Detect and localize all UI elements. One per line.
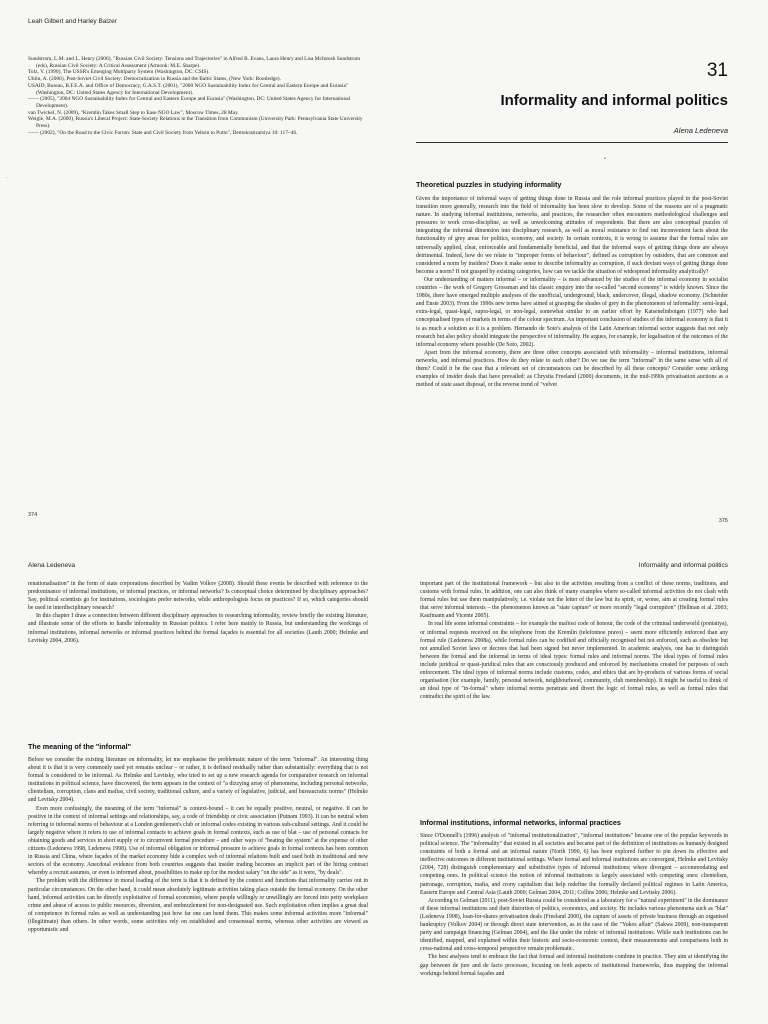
- chapter-author: Alena Ledeneva: [673, 126, 728, 135]
- paragraph: In this chapter I draw a connection between different disciplinary approaches to researching informality, review briefly the existing literature, and illustrate some of the efforts to handle informality in Russian politics. I refer here mainly to Russia, but understanding the workings of informal institutions, informal networks or informal practices behind the formal façades is essential for all societies (Lauth 2000; Helmke and Levitsky 2004, 2006).: [28, 613, 368, 644]
- paragraph: Apart from the informal economy, there are three other concepts associated with informality – informal institutions, informal networks, and informal practices. How do they relate to each other? Do we use the term "informal" in the same sense with all of them? Could it be the case that a relevant set of circumstances can be described by all these concepts? Consider some striking examples of insider deals that have prevailed: as Chrystia Freeland (2000) documents, in the mid-1990s privatisation auctions as a method of state asset disposal, or the reverse trend of "velvet: [416, 349, 728, 389]
- running-header: Alena Ledeneva: [28, 562, 75, 569]
- reference-entry: Tolz, V. (1990), The USSR's Emerging Multiparty System (Washington, DC: CSIS).: [28, 69, 210, 76]
- margin-mark: ·: [6, 176, 8, 181]
- paragraph: Our understanding of matters informal – or informality – is most advanced by the studies of the informal economy in socialist countries – the work of Gregory Grossman and his classic enquiry into the so-called "second economy" is widely known. Since the 1980s, there have emerged multiple analyses of the unofficial, underground, black, undercover, illegal, shadow economy. (Schneider and Enste 2003). From the 1990s new terms have aimed at grasping the shades of grey in the phenomenon of informality: semi-legal, extra-legal, quasi-legal, supra-legal, or non-legal, somewhat similar to an earlier effort by Katsenelinboigen (1977) who had conceptualised types of markets in terms of the colour spectrum. An important conclusion of studies of the informal economy is that it is as much a solution as it is a problem. Hernando de Soto's analysis of the Latin American informal sector suggests that not only research but also policy should integrate the perspective of informality. He argues, for example, for legalisation of the outcomes of the informal economy where possible (De Soto, 2002).: [416, 276, 728, 348]
- body-text: [420, 832, 728, 978]
- reference-entry: van Twickel, N. (2009), "Kremlin Takes Small Step to Ease NGO Law", Moscow Times, 28 May.: [28, 109, 239, 116]
- section-heading: The meaning of the "informal": [28, 742, 132, 751]
- page-377: [388, 528, 768, 1024]
- reference-entry: USAID, Bureau, B.F.E.A. and Office of Democracy, G.A.S.T. (2001), "2000 NGO Sustainability Index for Central and Eastern Europe and Eurasia" (Washington, DC: United States Agency for International Development).: [28, 82, 349, 96]
- paragraph: According to Gelman (2011), post-Soviet Russia could be considered as a laboratory for a "natural experiment" in the dominance of these informal institutions and their distortion of politics, economics, and society. He includes various phenomena such as "blat" (Ledeneva 1998), loan-for-shares privatisation deals (Freeland 2000), the capture of assets of private business through an organised bankruptcy (Volkov 2004) or through direct state intervention, as in the case of the "Yukos affair" (Sakwa 2009), non-transparent party and campaign financing (Gelman 2004), and the like under the rubric of informal institutions. While such institutions can be identified, mapped, and explained within their historic and socio-economic context, their measurements and comparisons both in cross-national and cross-temporal perspective remain problematic.: [420, 897, 728, 953]
- paragraph: renationalisation" in the form of state corporations described by Vadim Volkov (2008). Should these events be described with reference to the predominance of informal institutions, or informal practices, or informal networks? Is conceptual choice determined by disciplinary approaches? Say, political scientists go for institutions, sociologists prefer networks, while anthropologists focus on practices? If so, which categories should be used in interdisciplinary research?: [28, 581, 368, 612]
- paragraph: The best analyses tend to embrace the fact that formal and informal institutions combine in practice. They aim at identifying the gap between de jure and de facto processes, focusing on both aspects of institutional frameworks, thus mapping the informal workings behind formal façades and: [420, 954, 728, 977]
- paragraph: Given the importance of informal ways of getting things done in Russia and the role informal practices played in the post-Soviet transition more generally, research into the field of informality has been slow to develop. Some of the reasons are of a pragmatic nature. In studying informal institutions, networks, and practices, the researcher often encounters methodological challenges and pressures to work cross-discipline, as well as unwelcoming attitudes of respondents. But there are also conceptual puzzles of integrating the informal dimension into disciplinary research, as well as moral resistance to find out inconvenient facts about the functionality of grey areas for politics, economy, and society. In certain contexts, it is wrong to assume that the formal rules are universally applied, clear, enforceable and fundamentally beneficial, and that the informal ways of getting things done are always detrimental. Indeed, how do we relate to "improper forms of behaviour", defined as corruption by outsiders, that are common and considered a norm by insiders? Does it make sense to describe informality as corruption, if such deviant ways of getting things done become a norm? If not grasped by existing categories, how can we tackle the situation of widespread informality analytically?: [416, 196, 728, 275]
- section-heading: Theoretical puzzles in studying informality: [416, 180, 562, 189]
- paragraph: important part of the institutional framework – but also to the activities resulting from a conflict of these norms, traditions, and customs with formal rules. In addition, one can also think of many examples where so-called informal activities do not clash with formal rules but use them manipulatively, i.e. violate not the letter of the law but its spirit, or, worse, aim at creating formal rules that serve informal interests – the phenomenon known as "state capture" or more recently "legal corruption" (Hellman et al. 2003; Kaufmann and Vicente 2005).: [420, 581, 728, 620]
- reference-entry: Weigle, M.A. (2000), Russia's Liberal Project: State-Society Relations in the Transition from Communism (University Park: Pennsylvania State University Press).: [28, 116, 363, 130]
- body-text: [416, 195, 728, 389]
- paragraph: In real life some informal constraints – for example the mafiosi code of honour, the code of the criminal underworld (poniatiya), or informal requests received on the telephone from the Kremlin (telefonnoe pravo) – seem more efficiently enforced than any formal rule (Ledeneva 2008a), while formal rules can be codified and officially recognised but not enforced, such as obsolete but not annulled Soviet laws or decrees that had been signed but never implemented. In academic analysis, one has to distinguish between the formal and the informal in terms of ideal types: formal rules and informal norms. The ideal types of formal rules include juridical or quasi-juridical rules that are consciously produced and enforced by mechanisms created for purposes of such enforcement. The ideal types of informal norms include customs, codes, and ethics that are by-products of various forms of social organisation (for example, family, personal network, neighbourhood, community, club membership). It might be useful to think of an ideal type of "in-formal" where informal norms penetrate and divert the logic of formal rules, as well as formal rules that contradict the spirit of the law.: [420, 621, 728, 701]
- body-text-intro: [28, 580, 368, 645]
- title-rule: [416, 142, 728, 143]
- chapter-title: Informality and informal politics: [500, 92, 728, 109]
- page-number: 375: [718, 518, 728, 524]
- reference-entry: —— (2002), "On the Road to the Civic Forum: State and Civil Society from Yeltsin to Putin", Demokratizatsiya 10: 117–46.: [28, 129, 298, 136]
- page-number: 374: [28, 512, 38, 518]
- page-374: [0, 0, 388, 528]
- reference-entry: Uhlin, A. (2006), Post-Soviet Civil Society: Democratization in Russia and the Baltic States, (New York: Routledge).: [28, 76, 281, 83]
- body-text: [28, 756, 368, 934]
- section-heading: Informal institutions, informal networks, informal practices: [420, 818, 621, 827]
- bullet-mark: •: [604, 157, 606, 162]
- running-header: Informality and informal politics: [638, 562, 728, 569]
- paragraph: Since O'Donnell's (1996) analysis of "informal institutionalization", "informal institutions" became one of the popular keywords in political science. The "informality" that existed in all societies and became part of the definition of institutions as humanly designed constraints of both a formal and an informal nature (North 1990, 6) has been explored further to pin down its effective and ineffective outcomes in different institutional settings. Where formal and informal institutions are convergent, Helmke and Levitsky (2004, 728) distinguish complementary and substitutive types of informal institutions; where divergent – accommodating and competing ones. In political science the notion of informal institutions is largely associated with competing ones: clientelism, patronage, corruption, mafia, and crony capitalism that help redefine the formally declared political regimes in Latin America, Eastern Europe and Central Asia (Lauth 2000; Gelman 2004, 2011; Collins 2006; Helmke and Levitsky 2006).: [420, 833, 728, 896]
- reference-list: [28, 56, 368, 136]
- body-text-intro: [420, 580, 728, 701]
- reference-entry: Sundstrom, L.M. and L. Henry (2006), "Russian Civil Society: Tensions and Trajectories" in Alfred B. Evans, Laura Henry and Lisa McIntosh Sundstrom (eds), Russian Civil Society: A Critical Assessment (Armonk: M.E. Sharpe).: [28, 56, 361, 69]
- chapter-number: 31: [706, 60, 728, 81]
- paragraph: The problem with the difference in moral loading of the term is that it is defined by the context and functions that informality carries out in particular circumstances. On the other hand, it could mean absolutely legitimate activities taking place outside the formal economy. On the other hand, informal activities can be directly exploitative of formal economies, where people willingly or unwillingly are forced into petty workplace crime and abuse of access to public resources, diversion, and embezzlement for non-designated use. Such exploitation often implies a great deal of competence in formal rules as well as understanding just how far one can bend them. This makes some informal activities more "informal" (illegitimate) than others. In other words, some activities rely on established and consensual norms, whereas other activities are viewed as opportunistic and: [28, 878, 368, 933]
- paragraph: Even more confusingly, the meaning of the term "informal" is context-bound – it can be equally positive, neutral, or negative. It can be positive in the context of informal settings and relationships, say, a code of friendship or civic association (Putnam 1993). It can be neutral when referring to informal norms of behaviour at a London gentlemen's club or informal codes existing in various sub-cultural settings. And it could be largely negative where it refers to use of informal contacts to achieve goals in formal contexts, such as use of blat – use of personal contacts for obtaining goods and services in short supply or to circumvent formal procedure – and other ways of "beating the system" at the expense of other citizens (Ledeneva 1998, Ledeneva 1998). Use of informal obligation or informal pressure to achieve goals in formal contexts has been common in Russia and China, where façades of the market economy hide a complex web of informal relations built and used both in traditional and new sectors of the economy. Anecdotal evidence from both countries suggests that insider trading becomes an implicit part of the hiring contract whereby a recruit assumes, or even is informed about, possibilities to make up for the modest salary "on the side" as it were, "by deals".: [28, 805, 368, 877]
- page-376: [0, 528, 388, 1024]
- running-header: Leah Gilbert and Harley Balzer: [28, 18, 117, 25]
- reference-entry: —— (2005), "2004 NGO Sustainability Index for Central and Eastern Europe and Eurasia" (Washington, DC: United States Agency for International Development).: [28, 96, 351, 109]
- page-375: [388, 0, 768, 528]
- paragraph: Before we consider the existing literature on informality, let me emphasise the problematic nature of the term "informal". An interesting thing about it is that it is very commonly used yet remains unclear – or rather, it is defined residually rather than substantially: everything that is not formal is considered to be informal. As Helmke and Levitsky, who tried to set up a new research agenda for comparative research on informal institutions in political science, have discovered, the term appears in the context of "a dizzying array of phenomena, including personal networks, clientelism, corruption, clans and mafias, civil society, traditional culture, and a variety of legislative, judicial, and bureaucratic norms" (Helmke and Levitsky 2004).: [28, 757, 368, 804]
